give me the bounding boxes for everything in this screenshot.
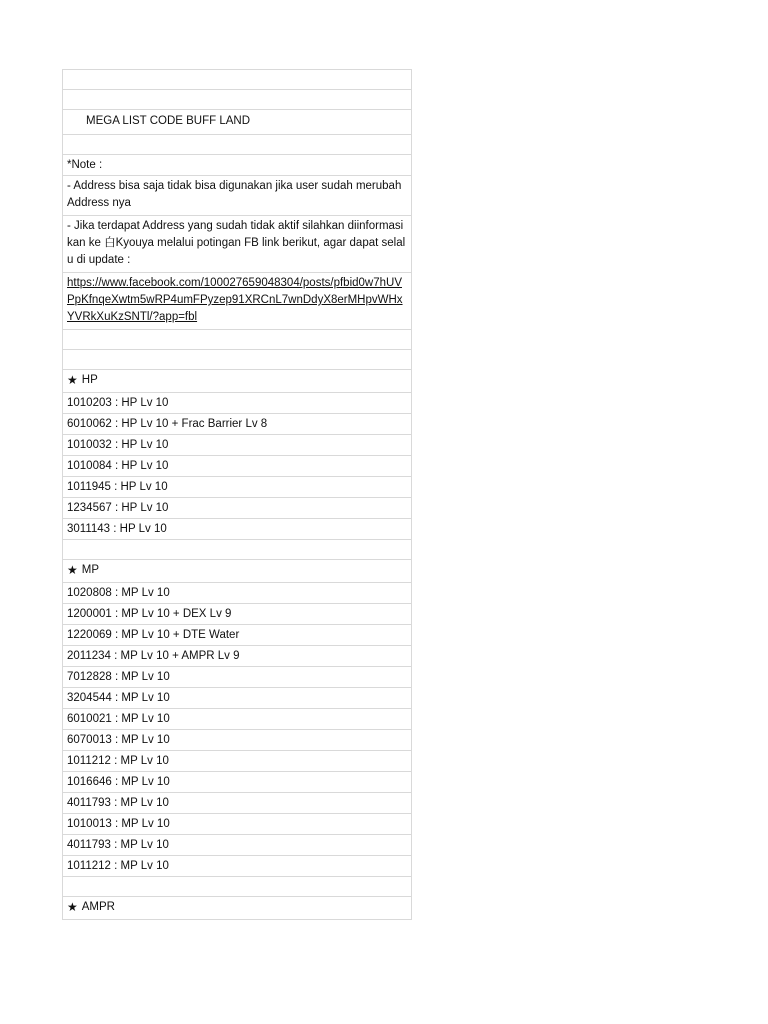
list-item: 3204544 : MP Lv 10: [62, 688, 412, 709]
list-item: 1010203 : HP Lv 10: [62, 393, 412, 414]
list-item: 1220069 : MP Lv 10 + DTE Water: [62, 625, 412, 646]
section-label: MP: [81, 564, 100, 576]
blank-row: [62, 350, 412, 370]
facebook-link[interactable]: https://www.facebook.com/100027659048304/posts/pfbid0w7hUVPpKfnqeXwtm5wRP4umFPyzep91XRCnL7wnDdyX8erMHpvWHxYVRkXuKzSNTl/?app=fbl: [67, 277, 403, 323]
list-item: 1011212 : MP Lv 10: [62, 856, 412, 877]
blank-row: [62, 90, 412, 110]
blank-row: [62, 877, 412, 897]
list-item: 6070013 : MP Lv 10: [62, 730, 412, 751]
section-label: HP: [81, 374, 98, 386]
star-icon: ★: [67, 373, 78, 387]
blank-row: [62, 330, 412, 350]
list-item: 1010032 : HP Lv 10: [62, 435, 412, 456]
blank-row: [62, 135, 412, 155]
list-item: 6010021 : MP Lv 10: [62, 709, 412, 730]
note-heading: *Note :: [62, 155, 412, 176]
list-item: 4011793 : MP Lv 10: [62, 835, 412, 856]
list-item: 1011945 : HP Lv 10: [62, 477, 412, 498]
section-header-hp: [62, 370, 412, 393]
note-text-1: - Address bisa saja tidak bisa digunakan jika user sudah merubah Address nya: [62, 176, 412, 216]
star-icon: ★: [67, 563, 78, 577]
blank-row: [62, 540, 412, 560]
list-item: 6010062 : HP Lv 10 + Frac Barrier Lv 8: [62, 414, 412, 435]
list-item: 1020808 : MP Lv 10: [62, 583, 412, 604]
list-item: 4011793 : MP Lv 10: [62, 793, 412, 814]
page-title: MEGA LIST CODE BUFF LAND: [62, 110, 412, 135]
blank-row: [62, 70, 412, 90]
facebook-link-cell: [62, 273, 412, 330]
section-header-ampr: [62, 897, 412, 920]
list-item: 1200001 : MP Lv 10 + DEX Lv 9: [62, 604, 412, 625]
note-text-2: - Jika terdapat Address yang sudah tidak aktif silahkan diinformasikan ke 白Kyouya melalui potingan FB link berikut, agar dapat selalu di update :: [62, 216, 412, 273]
list-item: 1010013 : MP Lv 10: [62, 814, 412, 835]
list-item: 1016646 : MP Lv 10: [62, 772, 412, 793]
list-item: 1011212 : MP Lv 10: [62, 751, 412, 772]
list-item: 7012828 : MP Lv 10: [62, 667, 412, 688]
list-item: 2011234 : MP Lv 10 + AMPR Lv 9: [62, 646, 412, 667]
list-item: 1010084 : HP Lv 10: [62, 456, 412, 477]
list-item: 1234567 : HP Lv 10: [62, 498, 412, 519]
star-icon: ★: [67, 900, 78, 914]
section-label: AMPR: [81, 901, 115, 913]
list-item: 3011143 : HP Lv 10: [62, 519, 412, 540]
spreadsheet-table: [62, 69, 412, 920]
section-header-mp: [62, 560, 412, 583]
